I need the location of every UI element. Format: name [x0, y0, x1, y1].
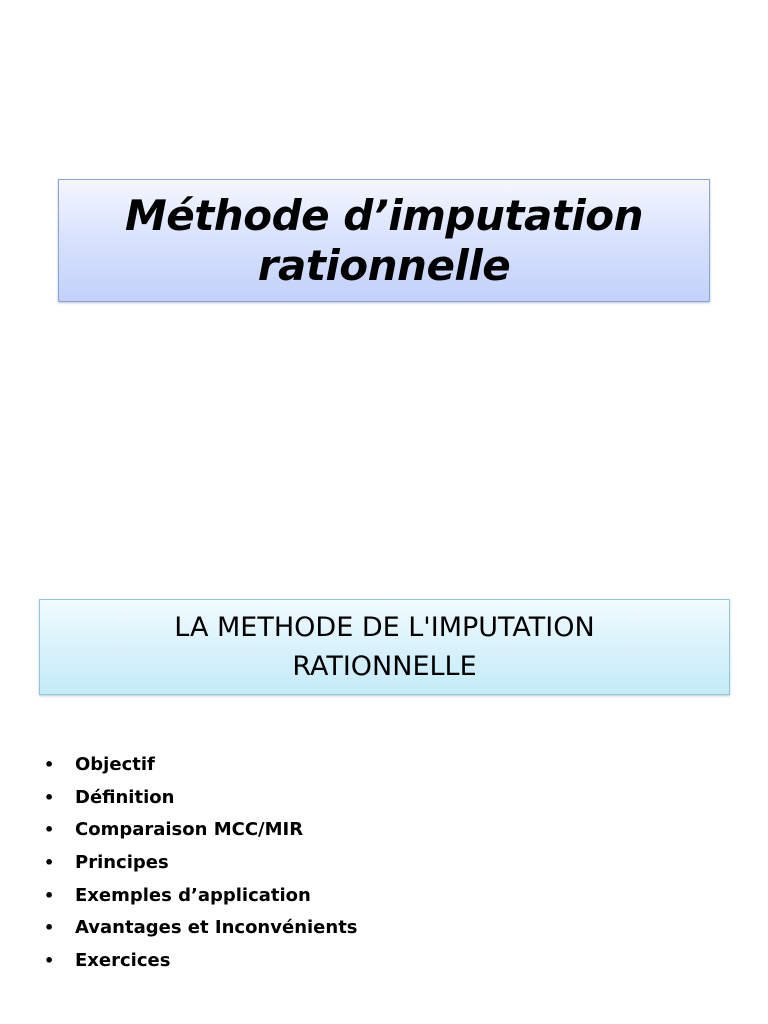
list-item-label: Avantages et Inconvénients	[75, 917, 358, 939]
slide-2-title-line-1: LA METHODE DE L'IMPUTATION	[174, 611, 595, 643]
list-item-label: Principes	[75, 851, 169, 873]
list-item-label: Objectif	[75, 753, 155, 775]
list-item	[44, 879, 358, 912]
bullet-icon: •	[44, 787, 55, 807]
list-item	[44, 846, 358, 879]
slide-2	[0, 576, 768, 1024]
slide-2-title-line-2: RATIONNELLE	[292, 651, 477, 682]
agenda-list	[44, 748, 358, 977]
slide-1-title	[84, 191, 684, 290]
list-item-label: Exemples d’application	[75, 884, 311, 906]
list-item	[44, 911, 358, 944]
list-item-label: Exercices	[75, 949, 171, 971]
bullet-icon: •	[44, 885, 55, 905]
list-item	[44, 944, 358, 977]
list-item	[44, 748, 358, 781]
slide-1-title-line-2: rationnelle	[257, 240, 511, 290]
slide-1-title-line-1: Méthode d’imputation	[124, 190, 644, 240]
bullet-icon: •	[44, 950, 55, 970]
list-item	[44, 813, 358, 846]
bullet-icon: •	[44, 754, 55, 774]
bullet-icon: •	[44, 918, 55, 938]
bullet-icon: •	[44, 852, 55, 872]
slide-1-title-box	[58, 179, 710, 302]
slide-2-title-box	[39, 599, 730, 695]
slide-2-title	[85, 608, 685, 686]
list-item	[44, 781, 358, 814]
bullet-icon: •	[44, 820, 55, 840]
list-item-label: Comparaison MCC/MIR	[75, 819, 304, 841]
list-item-label: Définition	[75, 786, 175, 808]
